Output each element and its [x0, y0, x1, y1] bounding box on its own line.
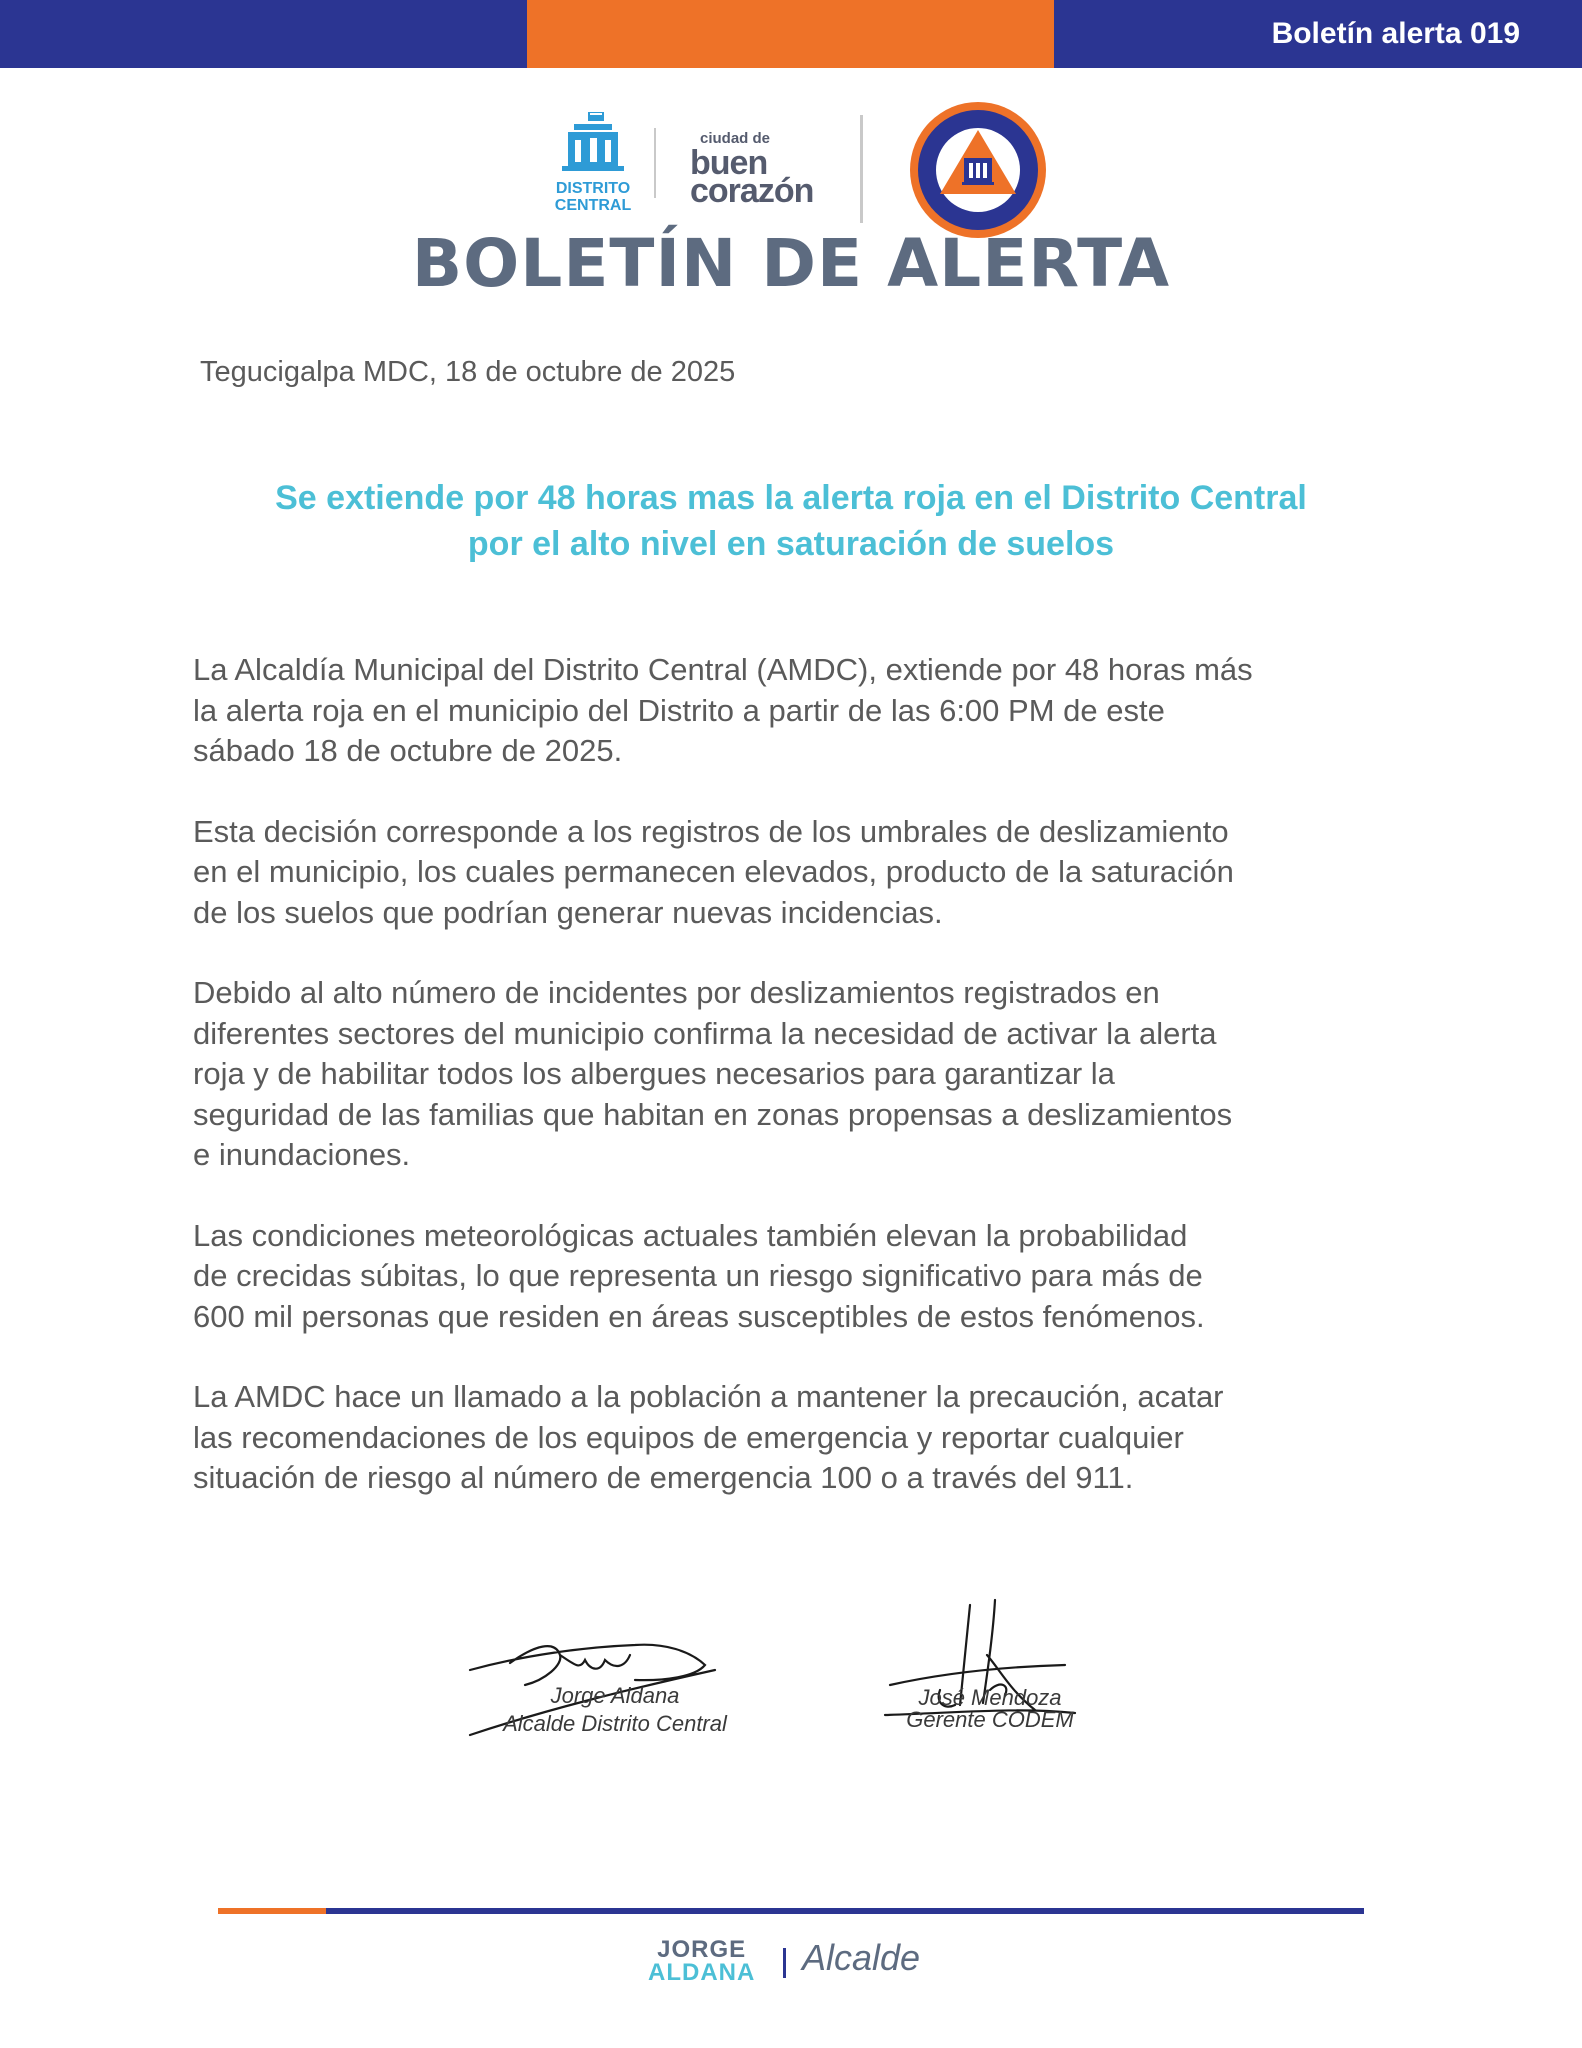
logo-divider-2	[860, 115, 863, 223]
page-title: BOLETÍN DE ALERTA	[411, 225, 1171, 302]
buen-corazon-line2: corazón	[690, 172, 814, 210]
footer-rule-orange	[218, 1908, 326, 1914]
signature-block-codem	[875, 1595, 1105, 1745]
signatory-role-2: Gerente CODEM	[906, 1707, 1074, 1732]
codem-logo	[908, 100, 1048, 240]
logo-row	[520, 100, 1080, 230]
top-bar-navy-left	[0, 0, 527, 68]
signature-block-mayor	[465, 1625, 765, 1745]
buen-corazon-logo	[670, 130, 830, 210]
signatory-role-1: Alcalde Distrito Central	[503, 1711, 727, 1736]
signatory-name-1: Jorge Aldana	[550, 1683, 680, 1708]
top-bar-orange	[527, 0, 1054, 68]
distrito-label: DISTRITO	[555, 180, 631, 197]
signatory-name-2: José Mendoza	[918, 1685, 1062, 1710]
distrito-central-logo	[538, 110, 648, 220]
buen-corazon-line1: buen	[690, 144, 768, 182]
headline-line-1: Se extiende por 48 horas mas la alerta roja en el Distrito Central	[275, 479, 1307, 517]
codem-seal-icon	[908, 100, 1048, 240]
city-hall-icon	[538, 110, 648, 180]
footer-name	[648, 1938, 755, 1984]
headline	[150, 475, 1432, 567]
buen-corazon-small: ciudad de	[700, 130, 771, 147]
bulletin-number: Boletín alerta 019	[1271, 17, 1520, 50]
paragraph-3: Debido al alto número de incidentes por deslizamientos registrados en diferentes sectores del municipio confirma la necesidad de activar la alerta roja y de habilitar todos los albergues necesarios para garantizar la seguridad de las familias que habitan en zonas propensas a deslizamientos e inundaciones.	[193, 975, 1233, 1172]
top-color-bar	[0, 0, 1582, 68]
place-date: Tegucigalpa MDC, 18 de octubre de 2025	[200, 356, 736, 388]
headline-line-2: por el alto nivel en saturación de suelos	[467, 525, 1115, 563]
paragraph-2: Esta decisión corresponde a los registros de los umbrales de deslizamiento en el municipio, los cuales permanecen elevados, producto de la saturación de los suelos que podrían generar nuevas incidencias.	[193, 813, 1234, 930]
paragraph-1: La Alcaldía Municipal del Distrito Central (AMDC), extiende por 48 horas más la alerta roja en el municipio del Distrito a partir de las 6:00 PM de este sábado 18 de octubre de 2025.	[193, 652, 1253, 768]
paragraph-4: Las condiciones meteorológicas actuales también elevan la probabilidad de crecidas súbitas, lo que representa un riesgo significativo para más de 600 mil personas que residen en áreas susceptibles de estos fenómenos.	[193, 1217, 1205, 1334]
footer-divider	[783, 1948, 786, 1978]
footer-role: Alcalde	[802, 1937, 921, 1978]
central-label: CENTRAL	[554, 197, 632, 214]
footer-name-line-2: ALDANA	[648, 1959, 756, 1986]
paragraph-5: La AMDC hace un llamado a la población a mantener la precaución, acatar las recomendaciones de los equipos de emergencia y reportar cualquier situación de riesgo al número de emergencia 100 o a través del 911.	[193, 1379, 1224, 1495]
body-text	[193, 650, 1393, 1539]
footer-name-line-1: JORGE	[657, 1936, 747, 1963]
footer-rule-navy	[326, 1908, 1364, 1914]
logo-divider	[654, 128, 656, 198]
